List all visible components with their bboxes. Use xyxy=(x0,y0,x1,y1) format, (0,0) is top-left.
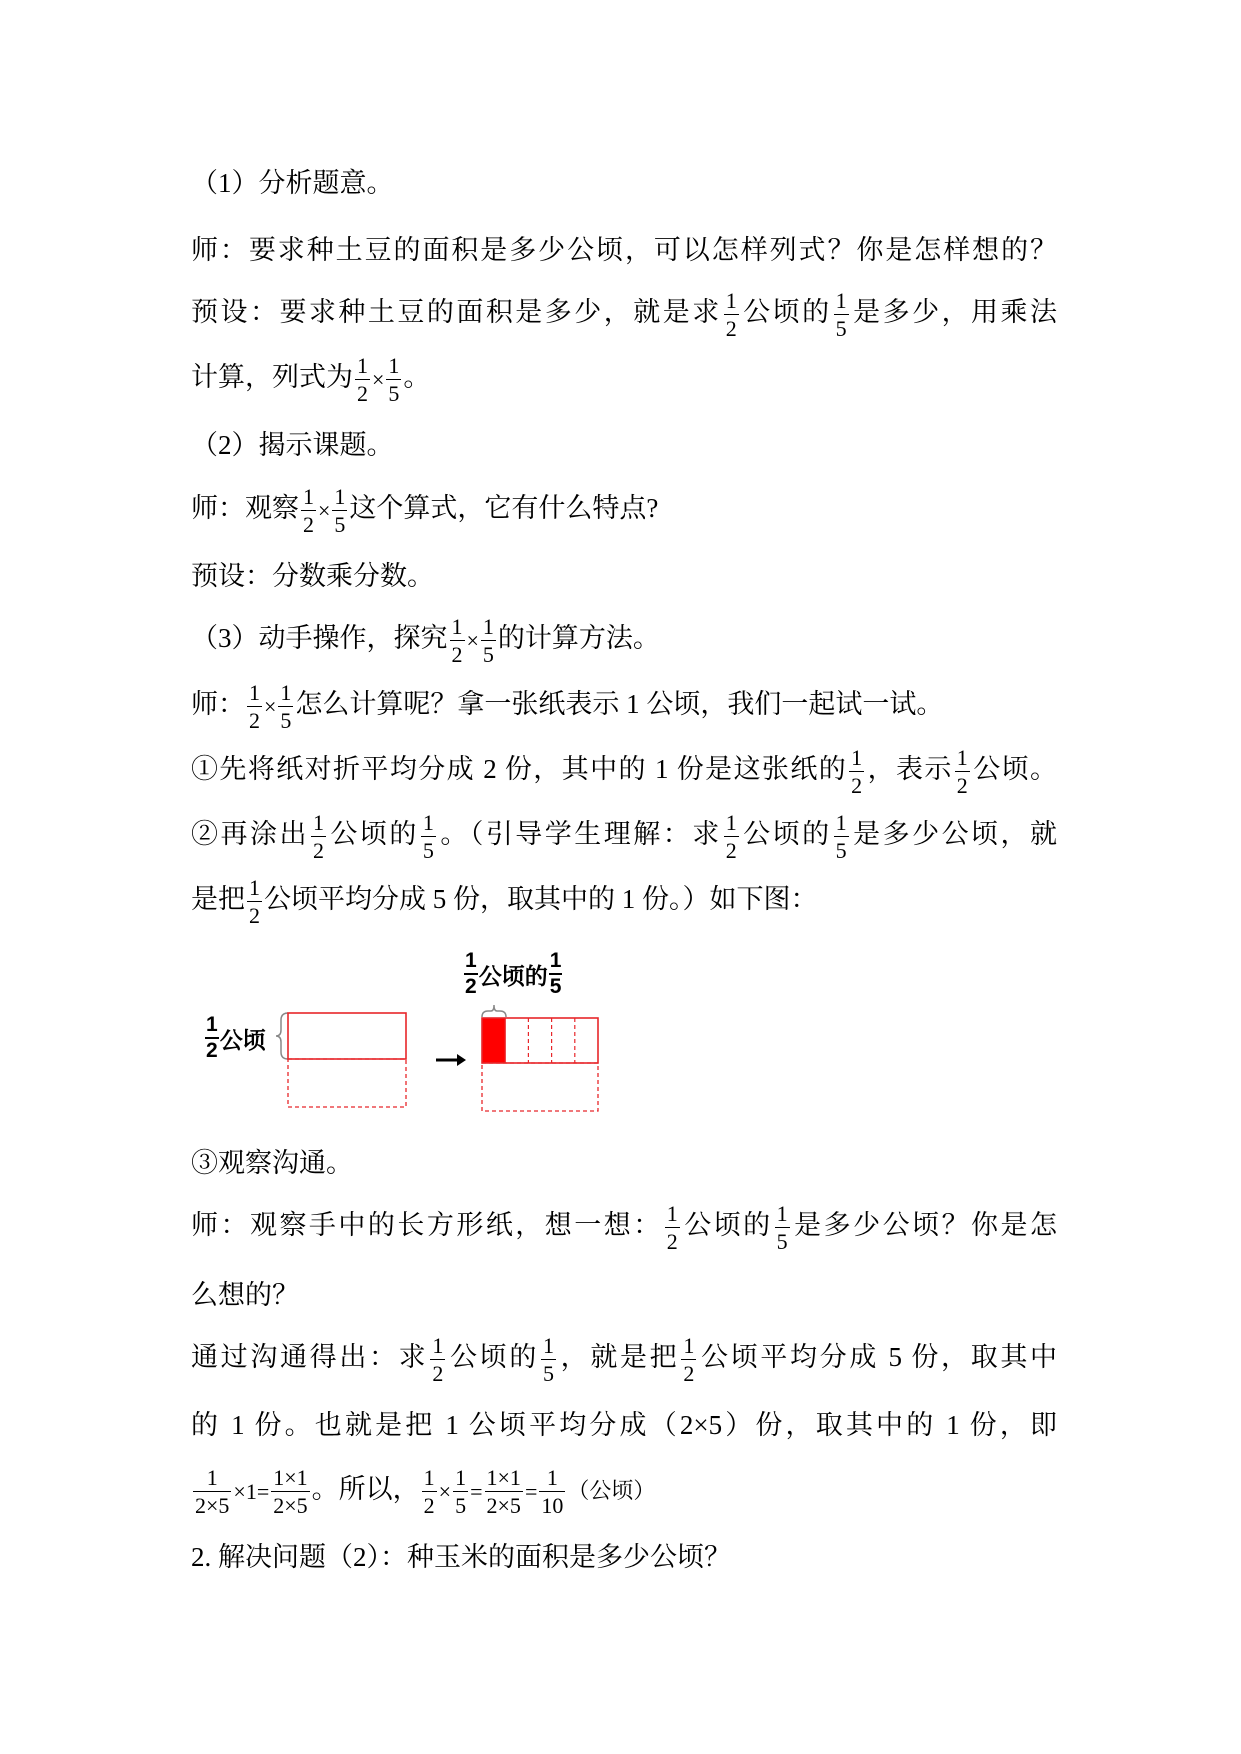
fraction-one-half xyxy=(311,811,326,862)
fraction-one-tenth xyxy=(539,1466,565,1517)
denominator: 2 xyxy=(206,1039,218,1063)
denominator: 2 xyxy=(725,316,737,342)
teacher-question-1 xyxy=(191,218,1057,282)
denominator: 2 xyxy=(683,1361,695,1387)
numerator: 1 xyxy=(724,811,739,837)
fraction-one-over-2x5 xyxy=(193,1466,231,1517)
numerator: 1×1 xyxy=(271,1466,309,1492)
teacher-question-2 xyxy=(191,476,1057,540)
fraction-one-half xyxy=(681,1334,696,1385)
teacher-question-4-cont xyxy=(191,1263,1057,1327)
heading-hands-on xyxy=(191,606,1057,670)
denominator: 5 xyxy=(835,838,847,864)
left-label xyxy=(204,1014,266,1062)
denominator: 2×5 xyxy=(273,1493,308,1519)
denominator: 2 xyxy=(423,1493,435,1519)
step-3 xyxy=(191,1131,1057,1195)
denominator: 2 xyxy=(851,773,863,799)
formula-line xyxy=(191,1457,1057,1521)
denominator: 2 xyxy=(249,903,260,929)
numerator: 1 xyxy=(834,811,849,837)
heading-text: （2）揭示课题。 xyxy=(191,430,394,460)
equals-sign: = xyxy=(470,1478,483,1504)
numerator: 1 xyxy=(430,1334,445,1360)
fraction-one-fifth xyxy=(834,289,849,340)
numerator: 1 xyxy=(681,1334,696,1360)
preset-answer-2 xyxy=(191,544,1057,608)
denominator: 2 xyxy=(357,381,368,407)
numerator: 1 xyxy=(247,876,262,902)
denominator: 2 xyxy=(451,642,463,668)
preset-answer-1 xyxy=(191,280,1057,344)
heading-analyze xyxy=(191,151,1057,215)
denominator: 2 xyxy=(666,1229,678,1255)
denominator: 5 xyxy=(482,642,494,668)
numerator: 1 xyxy=(453,1466,468,1492)
paragraph-text: 预设：分数乘分数。 xyxy=(191,561,434,591)
numerator: 1 xyxy=(464,950,478,975)
text-segment: 公顷的 xyxy=(327,819,419,849)
left-other-half-dashed xyxy=(288,1059,406,1107)
step-2 xyxy=(191,802,1057,866)
numerator: 1 xyxy=(541,1334,556,1360)
fraction-one-half xyxy=(464,950,478,998)
heading-text: 2. 解决问题（2）：种玉米的面积是多少公顷？ xyxy=(191,1542,731,1572)
text-segment: （3）动手操作，探究 xyxy=(191,623,448,653)
numerator: 1 xyxy=(193,1466,231,1492)
fraction-one-fifth xyxy=(278,681,293,732)
numerator: 1 xyxy=(355,354,370,380)
denominator: 2 xyxy=(465,975,477,999)
shaded-fifth-cell xyxy=(482,1018,505,1063)
denominator: 2 xyxy=(303,512,314,538)
text-segment: 公顷的 xyxy=(447,1342,540,1372)
denominator: 2 xyxy=(312,838,324,864)
fraction-one-half xyxy=(955,746,970,797)
text-segment: 师：观察手中的长方形纸，想一想： xyxy=(191,1210,663,1240)
denominator: 5 xyxy=(835,316,847,342)
text-segment: 公顷平均分成 5 份，取其中 xyxy=(698,1342,1058,1372)
paragraph-text: ③观察沟通。 xyxy=(191,1148,353,1178)
text-segment: 预设：要求种土豆的面积是多少，就是求 xyxy=(191,297,722,327)
paragraph-text: 的 1 份。也就是把 1 公顷平均分成（2×5）份，取其中的 1 份，即 xyxy=(191,1410,1057,1440)
paragraph-text: 师：要求种土豆的面积是多少公顷，可以怎样列式？你是怎样想的？ xyxy=(191,235,1057,265)
heading-reveal-topic xyxy=(191,413,1057,477)
heading-text: （1）分析题意。 xyxy=(191,168,394,198)
denominator: 2 xyxy=(956,773,968,799)
preset-answer-1-cont xyxy=(191,345,1057,409)
denominator: 2 xyxy=(249,708,260,734)
numerator: 1 xyxy=(724,289,739,315)
numerator: 1 xyxy=(247,681,262,707)
denominator: 5 xyxy=(280,708,292,734)
numerator: 1 xyxy=(332,485,347,511)
heading-solve-problem-2 xyxy=(191,1525,1057,1589)
folding-diagram xyxy=(180,940,620,1120)
fraction-one-half xyxy=(665,1202,680,1253)
denominator: 2×5 xyxy=(486,1493,521,1519)
text-segment: 计算，列式为 xyxy=(191,362,353,392)
text-segment: 师：观察 xyxy=(191,493,299,523)
denominator: 10 xyxy=(541,1493,564,1519)
fraction-one-fifth xyxy=(481,615,496,666)
fraction-one-half xyxy=(724,289,739,340)
text-segment: 。所以， xyxy=(311,1474,420,1504)
numerator: 1 xyxy=(665,1202,680,1228)
fraction-one-half xyxy=(247,681,262,732)
text-segment: ①先将纸对折平均分成 2 份，其中的 1 份是这张纸的 xyxy=(191,754,848,784)
arrow-icon xyxy=(436,1054,466,1066)
numerator: 1 xyxy=(549,950,563,975)
fraction-one-half xyxy=(724,811,739,862)
text-segment: 公顷。 xyxy=(971,754,1057,784)
numerator: 1 xyxy=(450,615,465,641)
top-label xyxy=(463,950,563,998)
numerator: 1 xyxy=(422,1466,437,1492)
numerator: 1 xyxy=(205,1014,219,1039)
denominator: 5 xyxy=(776,1229,788,1255)
denominator: 2 xyxy=(432,1361,444,1387)
text-segment: 是多少，用乘法 xyxy=(850,297,1058,327)
numerator: 1 xyxy=(278,681,293,707)
text-segment: 这个算式，它有什么特点? xyxy=(349,493,659,523)
fraction-product xyxy=(271,1466,309,1517)
top-brace xyxy=(482,1005,506,1017)
fraction-one-half xyxy=(301,485,316,536)
denominator: 5 xyxy=(388,381,400,407)
conclusion-cont xyxy=(191,1393,1057,1457)
numerator: 1 xyxy=(834,289,849,315)
text-segment: ，就是把 xyxy=(558,1342,680,1372)
text-segment: 是多少公顷，就 xyxy=(850,819,1058,849)
numerator: 1 xyxy=(301,485,316,511)
step-2-cont xyxy=(191,867,1057,931)
text-segment: 公顷的 xyxy=(740,819,832,849)
fraction-one-half xyxy=(247,876,262,927)
denominator: 5 xyxy=(543,1361,555,1387)
fraction-one-fifth xyxy=(541,1334,556,1385)
paragraph-text: 么想的？ xyxy=(191,1280,299,1310)
unit-text: （公顷） xyxy=(567,1478,656,1503)
text-segment: 是多少公顷？你是怎 xyxy=(791,1210,1058,1240)
text-segment: ，表示 xyxy=(866,754,953,784)
fraction-one-half xyxy=(450,615,465,666)
text-segment: 公顷的 xyxy=(740,297,832,327)
times-sign: × xyxy=(466,627,479,653)
text-segment: 是把 xyxy=(191,884,245,914)
numerator: 1 xyxy=(955,746,970,772)
right-other-half-dashed xyxy=(482,1063,598,1111)
denominator: 2×5 xyxy=(195,1493,230,1519)
numerator: 1×1 xyxy=(485,1466,523,1492)
teacher-question-4 xyxy=(191,1193,1057,1257)
times-sign: × xyxy=(318,497,331,523)
numerator: 1 xyxy=(539,1466,565,1492)
numerator: 1 xyxy=(386,354,401,380)
times-sign: × xyxy=(372,366,385,392)
numerator: 1 xyxy=(775,1202,790,1228)
step-1 xyxy=(191,737,1057,801)
denominator: 5 xyxy=(334,512,346,538)
text-segment: 公顷平均分成 5 份，取其中的 1 份。）如下图： xyxy=(264,884,818,914)
text-segment: 。（引导学生理解：求 xyxy=(437,819,722,849)
fraction-one-fifth xyxy=(453,1466,468,1517)
times-sign: × xyxy=(438,1478,452,1504)
denominator: 2 xyxy=(725,838,737,864)
text-segment: 师： xyxy=(191,689,245,719)
label-text: 公顷 xyxy=(219,1026,266,1053)
text-segment: ②再涂出 xyxy=(191,819,309,849)
label-text: 公顷的 xyxy=(478,962,548,989)
times-one-equals: ×1= xyxy=(233,1478,270,1504)
fraction-one-fifth xyxy=(549,950,563,998)
numerator: 1 xyxy=(481,615,496,641)
text-segment: 通过沟通得出：求 xyxy=(191,1342,429,1372)
fraction-one-fifth xyxy=(775,1202,790,1253)
left-brace xyxy=(276,1013,288,1059)
fraction-one-fifth xyxy=(834,811,849,862)
fraction-one-half xyxy=(355,354,370,405)
equals-sign: = xyxy=(524,1478,538,1504)
numerator: 1 xyxy=(849,746,864,772)
fraction-one-fifth xyxy=(421,811,436,862)
denominator: 5 xyxy=(549,975,562,999)
conclusion xyxy=(191,1325,1057,1389)
text-segment: 怎么计算呢？拿一张纸表示 1 公顷，我们一起试一试。 xyxy=(295,689,944,719)
left-half-rect xyxy=(288,1013,406,1059)
fraction-one-fifth xyxy=(386,354,401,405)
fraction-one-fifth xyxy=(332,485,347,536)
fraction-one-half xyxy=(430,1334,445,1385)
teacher-question-3 xyxy=(191,672,1057,736)
fraction-one-half xyxy=(422,1466,437,1517)
text-segment: 公顷的 xyxy=(681,1210,773,1240)
text-segment: 。 xyxy=(403,362,431,392)
fraction-product xyxy=(485,1466,523,1517)
fraction-one-half xyxy=(849,746,864,797)
numerator: 1 xyxy=(311,811,326,837)
fraction-one-half xyxy=(205,1014,219,1062)
denominator: 5 xyxy=(455,1493,467,1519)
denominator: 5 xyxy=(422,838,434,864)
times-sign: × xyxy=(264,693,277,719)
text-segment: 的计算方法。 xyxy=(497,623,660,653)
numerator: 1 xyxy=(421,811,436,837)
